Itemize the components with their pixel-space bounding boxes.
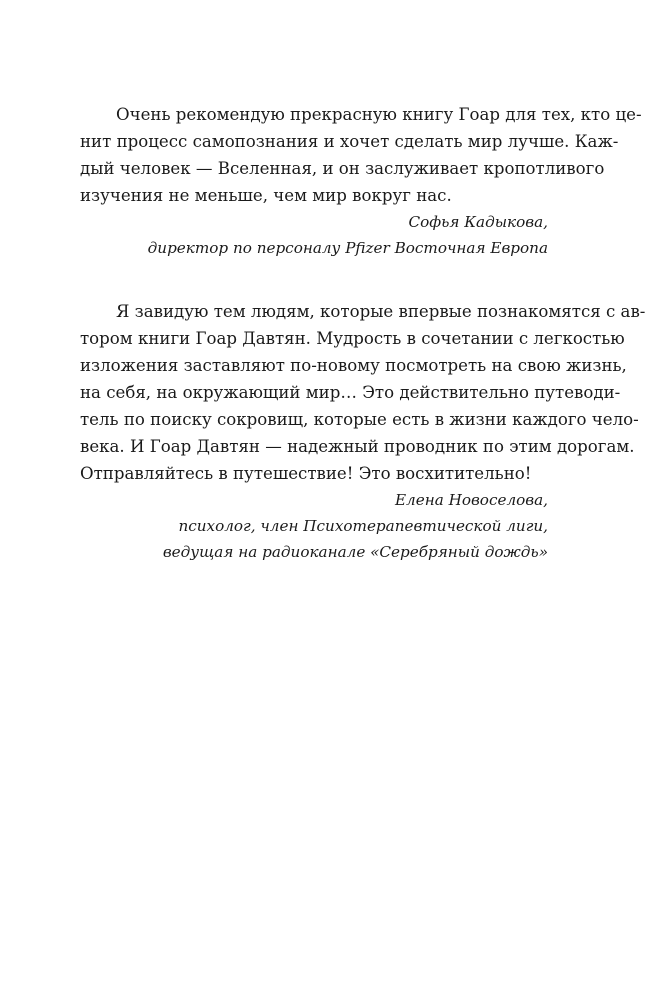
testimonial-2-line-2: тором книги Гоар Давтян. Мудрость в сочетании с легкостью	[80, 329, 625, 348]
testimonial-2-line-6: века. И Гоар Давтян — надежный проводник по этим дорогам.	[80, 437, 635, 456]
testimonial-1-line-3: дый человек — Вселенная, и он заслуживает кропотливого	[80, 159, 605, 178]
testimonial-2-line-4: на себя, на окружающий мир… Это действительно путеводи-	[80, 383, 621, 402]
testimonial-2-line-7: Отправляйтесь в путешествие! Это восхитительно!	[80, 464, 532, 483]
testimonial-2	[80, 298, 646, 565]
testimonial-1-line-2: нит процесс самопознания и хочет сделать мир лучше. Каж-	[80, 132, 619, 151]
testimonial-2-author-title: психолог, член Психотерапевтической лиги,	[178, 517, 548, 535]
testimonial-2-line-5: тель по поиску сокровищ, которые есть в жизни каждого чело-	[80, 410, 639, 429]
testimonial-2-author: Елена Новоселова,	[394, 491, 548, 509]
testimonial-2-line-1: Я завидую тем людям, которые впервые познакомятся с ав-	[116, 302, 646, 321]
testimonial-1-line-4: изучения не меньше, чем мир вокруг нас.	[80, 186, 452, 205]
testimonial-2-line-3: изложения заставляют по-новому посмотреть на свою жизнь,	[80, 356, 627, 375]
testimonial-1-line-1: Очень рекомендую прекрасную книгу Гоар для тех, кто це-	[116, 105, 642, 124]
testimonial-1	[80, 101, 642, 261]
testimonial-1-author-title: директор по персоналу Pfizer Восточная Европа	[147, 239, 548, 257]
testimonial-2-author-role: ведущая на радиоканале «Серебряный дождь»	[162, 543, 548, 561]
testimonial-1-author: Софья Кадыкова,	[408, 213, 548, 231]
